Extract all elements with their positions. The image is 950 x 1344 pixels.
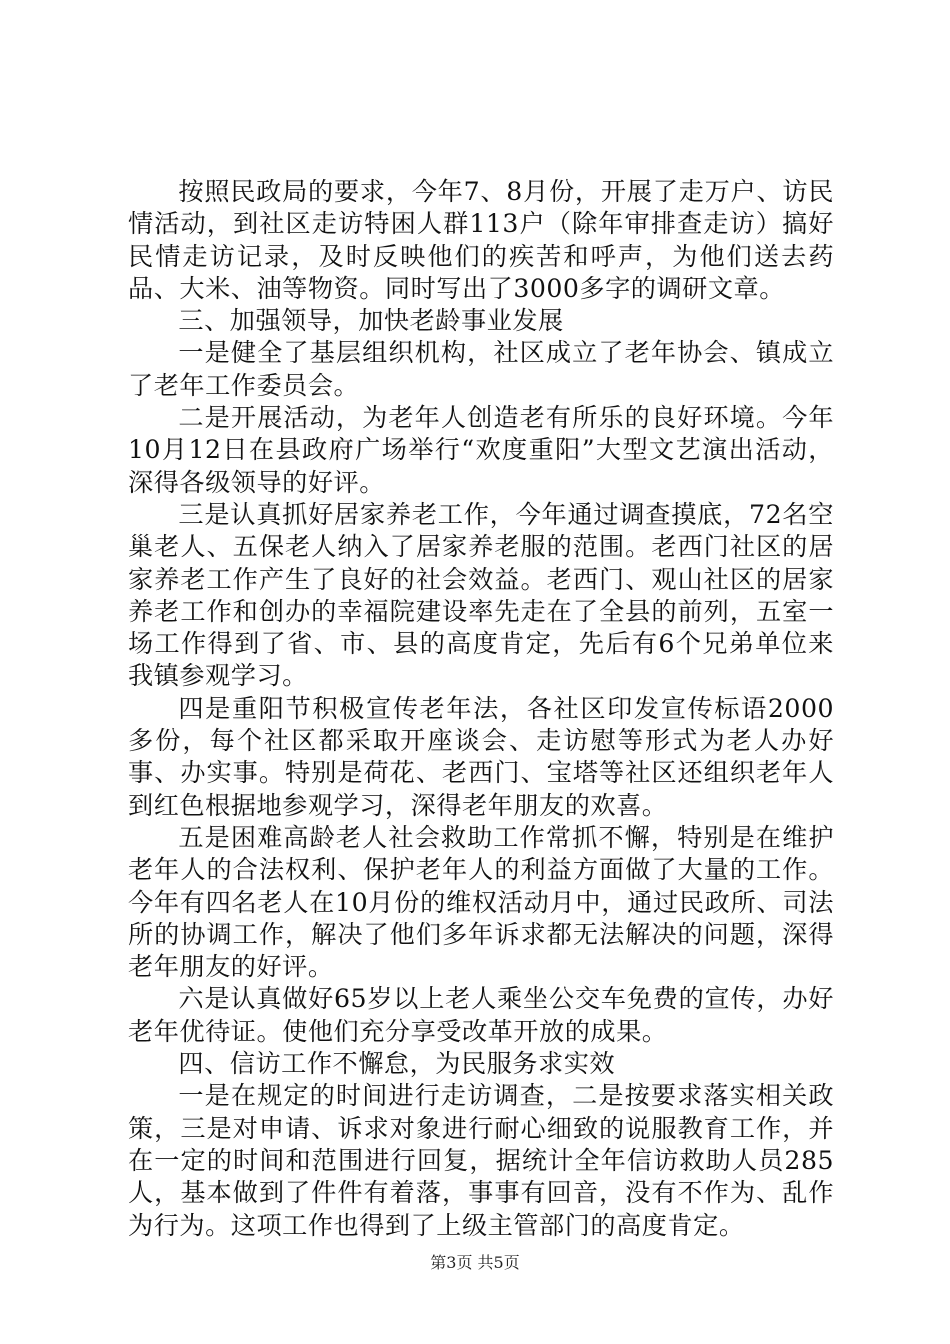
page-number-footer: 第3页 共5页 — [430, 1253, 520, 1272]
paragraph-activities: 二是开展活动，为老年人创造老有所乐的良好环境。今年10月12日在县政府广场举行“欢度重阳”大型文艺演出活动，深得各级领导的好评。 — [128, 403, 834, 497]
section-heading-elderly-affairs: 三、加强领导，加快老龄事业发展 — [178, 306, 564, 336]
paragraph-petition-work: 一是在规定的时间进行走访调查，二是按要求落实相关政策，三是对申请、诉求对象进行耐心细致的说服教育工作，并在一定的时间和范围进行回复，据统计全年信访救助人员285人，基本做到了件件有着落，事事有回音，没有不作为、乱作为行为。这项工作也得到了上级主管部门的高度肯定。 — [128, 1081, 834, 1240]
paragraph-free-bus: 六是认真做好65岁以上老人乘坐公交车免费的宣传，办好老年优待证。使他们充分享受改革开放的成果。 — [128, 984, 834, 1046]
paragraph-social-assistance: 五是困难高龄老人社会救助工作常抓不懈，特别是在维护老年人的合法权利、保护老年人的利益方面做了大量的工作。今年有四名老人在10月份的维权活动月中，通过民政所、司法所的协调工作，解决了他们多年诉求都无法解决的问题，深得老年朋友的好评。 — [128, 822, 834, 982]
paragraph-visit-activities: 按照民政局的要求，今年7、8月份，开展了走万户、访民情活动，到社区走访特困人群113户（除年审排查走访）搞好民情走访记录，及时反映他们的疾苦和呼声，为他们送去药品、大米、油等物资。同时写出了3000多字的调研文章。 — [128, 177, 834, 303]
body-text — [128, 176, 834, 1242]
paragraph-elderly-law-promotion: 四是重阳节积极宣传老年法，各社区印发宣传标语2000多份，每个社区都采取开座谈会、走访慰等形式为老人办好事、办实事。特别是荷花、老西门、宝塔等社区还组织老年人到红色根据地参观学习，深得老年朋友的欢喜。 — [128, 693, 834, 820]
paragraph-home-care: 三是认真抓好居家养老工作，今年通过调查摸底，72名空巢老人、五保老人纳入了居家养老服的范围。老西门社区的居家养老工作产生了良好的社会效益。老西门、观山社区的居家养老工作和创办的幸福院建设率先走在了全县的前列，五室一场工作得到了省、市、县的高度肯定，先后有6个兄弟单位来我镇参观学习。 — [128, 499, 834, 691]
section-heading-petitions: 四、信访工作不懈怠，为民服务求实效 — [178, 1049, 616, 1079]
paragraph-grassroots-organization: 一是健全了基层组织机构，社区成立了老年协会、镇成立了老年工作委员会。 — [128, 338, 834, 400]
